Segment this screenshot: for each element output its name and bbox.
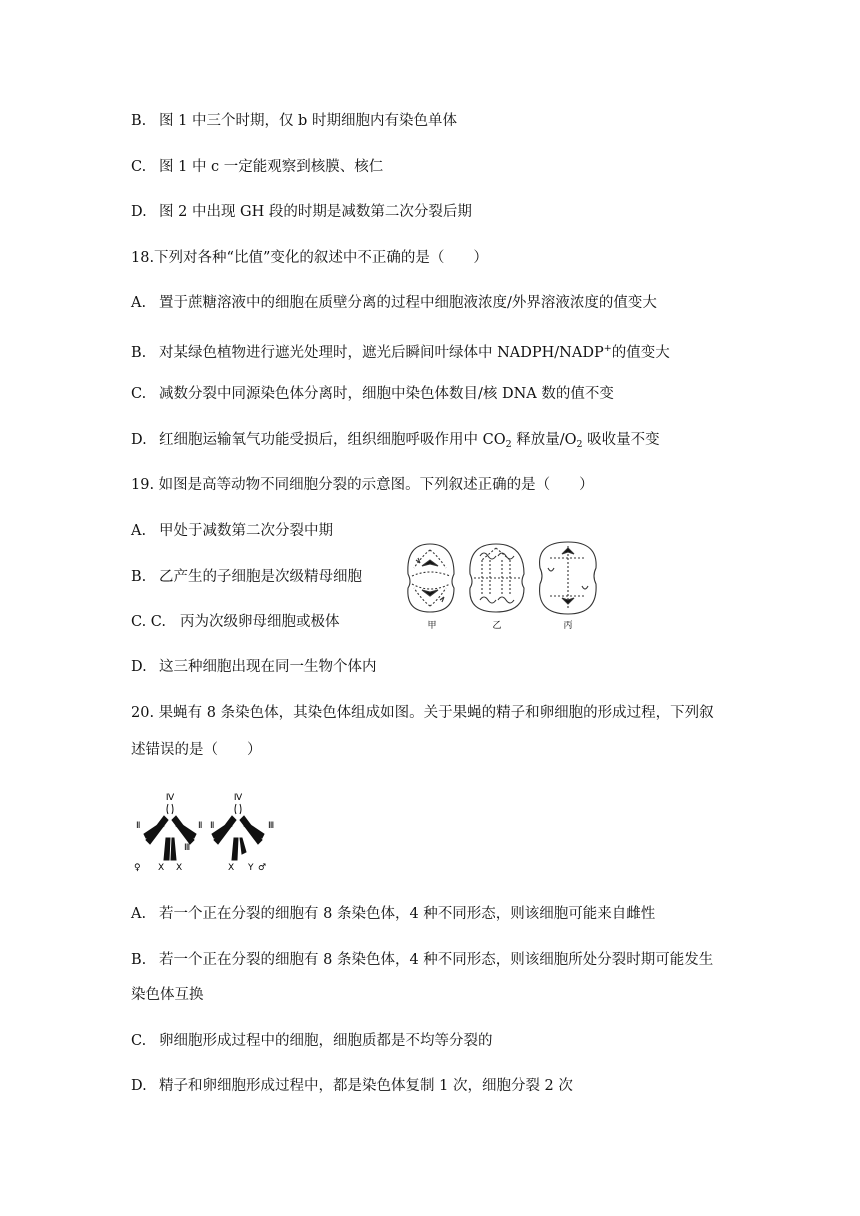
option-label: B.	[131, 952, 147, 968]
q18-option-c	[131, 384, 614, 404]
option-label: A.	[131, 906, 147, 922]
label-iii-male: Ⅲ	[268, 821, 275, 831]
q18-option-d	[131, 430, 660, 455]
q18-option-b	[131, 339, 670, 363]
q20-stem-line-2: 述错误的是（ ）	[131, 742, 262, 758]
cell-jia	[408, 544, 454, 612]
option-text: 红细胞运输氧气功能受损后，组织细胞呼吸作用中 CO	[159, 432, 506, 448]
option-label: D.	[131, 1078, 147, 1094]
q19-option-b	[131, 567, 362, 587]
q20-option-b-continued: 染色体互换	[131, 987, 204, 1003]
q19-option-d	[131, 657, 377, 677]
q20-option-b	[131, 950, 713, 970]
label-ii-male: Ⅱ	[210, 821, 215, 831]
cell-division-figure	[400, 538, 610, 630]
q17-option-c	[131, 157, 383, 177]
option-text: 吸收量不变	[582, 432, 660, 448]
option-label: C. C.	[131, 614, 166, 630]
option-text: 卵细胞形成过程中的细胞，细胞质都是不均等分裂的	[159, 1033, 493, 1049]
q20-stem-line-1: 20. 果蝇有 8 条染色体，其染色体组成如图。关于果蝇的精子和卵细胞的形成过程，下列叙	[131, 705, 714, 721]
option-text: 精子和卵细胞形成过程中，都是染色体复制 1 次，细胞分裂 2 次	[159, 1078, 573, 1094]
q19-option-a	[131, 521, 333, 541]
subscript: 2	[505, 439, 512, 450]
option-label: C.	[131, 159, 147, 175]
option-label: A.	[131, 295, 147, 311]
cell-bing	[540, 542, 597, 614]
option-label: A.	[131, 523, 147, 539]
option-text-tail: 的值变大	[611, 345, 670, 361]
q20-option-d	[131, 1076, 573, 1096]
male-symbol: ♂	[258, 863, 267, 873]
figure-label-yi: 乙	[492, 621, 502, 630]
label-x-male: X	[228, 863, 235, 873]
option-text: 图 2 中出现 GH 段的时期是减数第二次分裂后期	[159, 204, 472, 220]
label-y: Y	[248, 863, 254, 873]
label-ii-female: Ⅱ	[136, 821, 141, 831]
option-text: 甲处于减数第二次分裂中期	[159, 523, 333, 539]
label-iv-female: Ⅳ	[165, 793, 175, 803]
q20-option-a	[131, 904, 655, 924]
q18-stem: 18.下列对各种“比值”变化的叙述中不正确的是（ ）	[131, 250, 488, 266]
option-label: D.	[131, 432, 147, 448]
label-iv-male: Ⅳ	[233, 793, 243, 803]
option-text: 若一个正在分裂的细胞有 8 条染色体，4 种不同形态，则该细胞所处分裂时期可能发生	[159, 952, 714, 968]
option-label: B.	[131, 113, 147, 129]
option-text: 对某绿色植物进行遮光处理时，遮光后瞬间叶绿体中 NADPH/NADP	[159, 345, 604, 361]
label-iii-female: Ⅲ	[184, 843, 191, 853]
option-text: 若一个正在分裂的细胞有 8 条染色体，4 种不同形态，则该细胞可能来自雌性	[159, 906, 656, 922]
q18-option-a	[131, 293, 657, 313]
fruit-fly-karyotype-figure	[132, 790, 282, 878]
q17-option-d	[131, 202, 472, 222]
label-ii-female-right: Ⅱ	[198, 821, 203, 831]
option-label: C.	[131, 386, 147, 402]
option-text: 这三种细胞出现在同一生物个体内	[159, 659, 377, 675]
figure-label-bing: 丙	[563, 621, 573, 630]
q20-option-c	[131, 1031, 493, 1051]
superscript: +	[603, 343, 612, 354]
q19-option-c	[131, 612, 339, 632]
karyotype-male	[212, 804, 264, 860]
option-text: 置于蔗糖溶液中的细胞在质壁分离的过程中细胞液浓度/外界溶液浓度的值变大	[159, 295, 657, 311]
option-text: 释放量/O	[511, 432, 577, 448]
option-label: C.	[131, 1033, 147, 1049]
option-text: 丙为次级卵母细胞或极体	[179, 614, 340, 630]
option-label: B.	[131, 569, 147, 585]
female-symbol: ♀	[134, 863, 141, 873]
figure-label-jia: 甲	[427, 621, 437, 630]
option-text: 乙产生的子细胞是次级精母细胞	[159, 569, 362, 585]
label-x2: X	[176, 863, 183, 873]
cell-yi	[470, 544, 524, 612]
option-label: D.	[131, 204, 147, 220]
subscript: 2	[576, 439, 583, 450]
q19-stem: 19. 如图是高等动物不同细胞分裂的示意图。下列叙述正确的是（ ）	[131, 477, 594, 493]
option-label: B.	[131, 345, 147, 361]
option-text: 图 1 中 c 一定能观察到核膜、核仁	[159, 159, 384, 175]
option-text: 图 1 中三个时期，仅 b 时期细胞内有染色单体	[159, 113, 457, 129]
label-x1: X	[158, 863, 165, 873]
option-text: 减数分裂中同源染色体分离时，细胞中染色体数目/核 DNA 数的值不变	[159, 386, 614, 402]
q17-option-b	[131, 111, 457, 131]
option-label: D.	[131, 659, 147, 675]
